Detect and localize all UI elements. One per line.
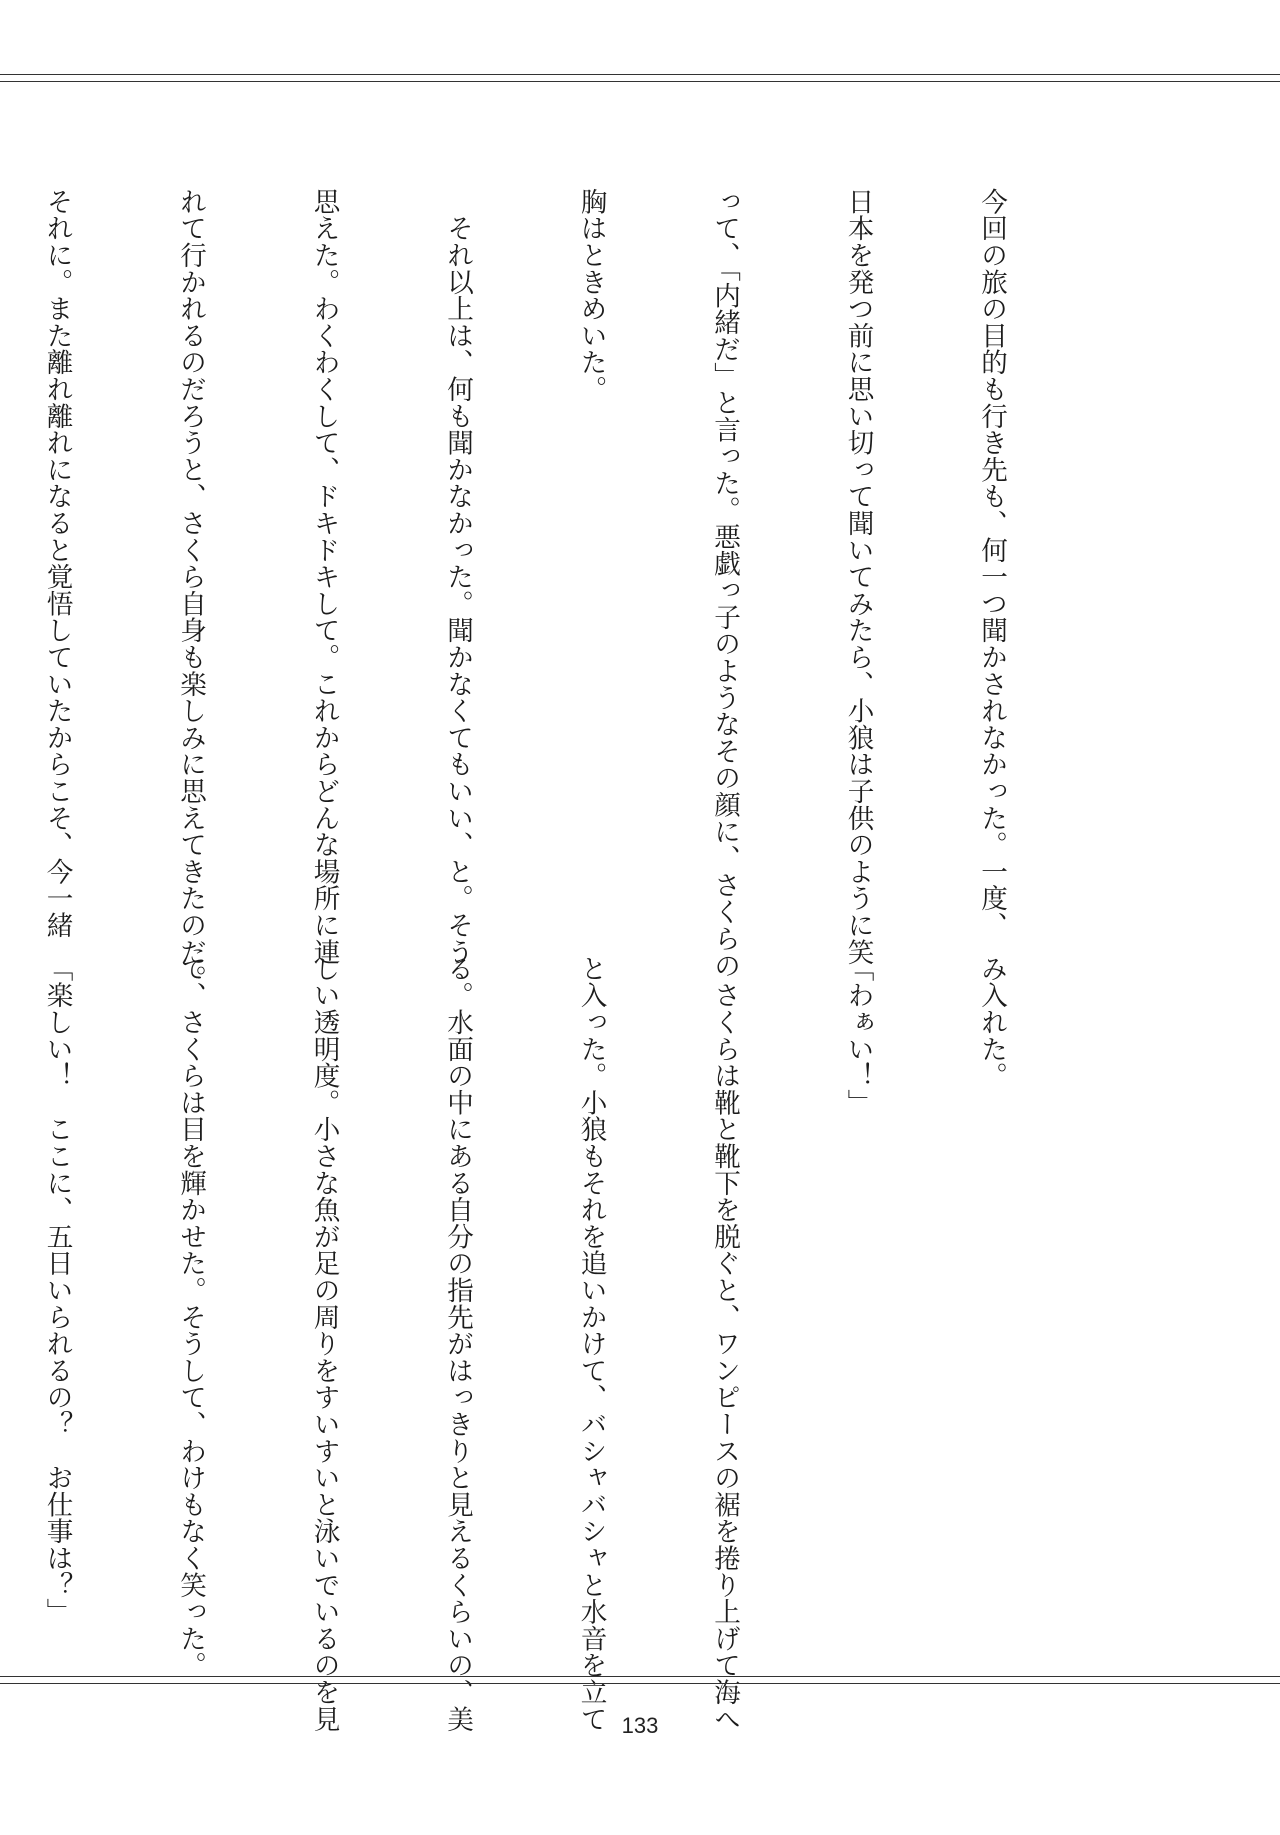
text-line: って、「内緒だ」と言った。悪戯っ子のようなその顔に、さくらの (709, 188, 740, 979)
header-rule-outer (0, 74, 1280, 75)
upper-text-block (0, 188, 1102, 992)
footer-rule-inner (0, 1683, 1280, 1684)
text-line: て、さくらは目を輝かせた。そうして、わけもなく笑った。 (175, 955, 206, 1679)
header-rule-inner (0, 81, 1280, 82)
text-line: 今回の旅の目的も行き先も、何一つ聞かされなかった。一度、 (976, 188, 1007, 939)
text-line: しい透明度。小さな魚が足の周りをすいすいと泳いでいるのを見 (308, 955, 340, 1733)
text-line: それ以上は、何も聞かなかった。聞かなくてもいい、と。そう (442, 188, 473, 966)
text-line: る。水面の中にある自分の指先がはっきりと見えるくらいの、美 (442, 955, 473, 1733)
text-line: 日本を発つ前に思い切って聞いてみたら、小狼は子供のように笑 (842, 188, 874, 966)
page-number: 133 (621, 1713, 659, 1738)
text-line: み入れた。 (976, 955, 1007, 1089)
text-line: と入った。小狼もそれを追いかけて、バシャバシャと水音を立て (575, 955, 607, 1733)
text-line: さくらは靴と靴下を脱ぐと、ワンピースの裾を捲り上げて海へ (709, 955, 740, 1733)
footer-rule-outer (0, 1676, 1280, 1677)
text-line: それに。また離れ離れになると覚悟していたからこそ、今一緒 (41, 188, 73, 939)
text-line: 「楽しい！ ここに、五日いられるの？ お仕事は？」 (41, 955, 73, 1625)
text-line: 胸はときめいた。 (575, 188, 607, 403)
text-line: れて行かれるのだろうと、さくら自身も楽しみに思えてきたのだ。 (175, 188, 206, 992)
text-line: 思えた。わくわくして、ドキドキして。これからどんな場所に連 (308, 188, 340, 966)
text-line: 「わぁい！」 (842, 955, 874, 1116)
